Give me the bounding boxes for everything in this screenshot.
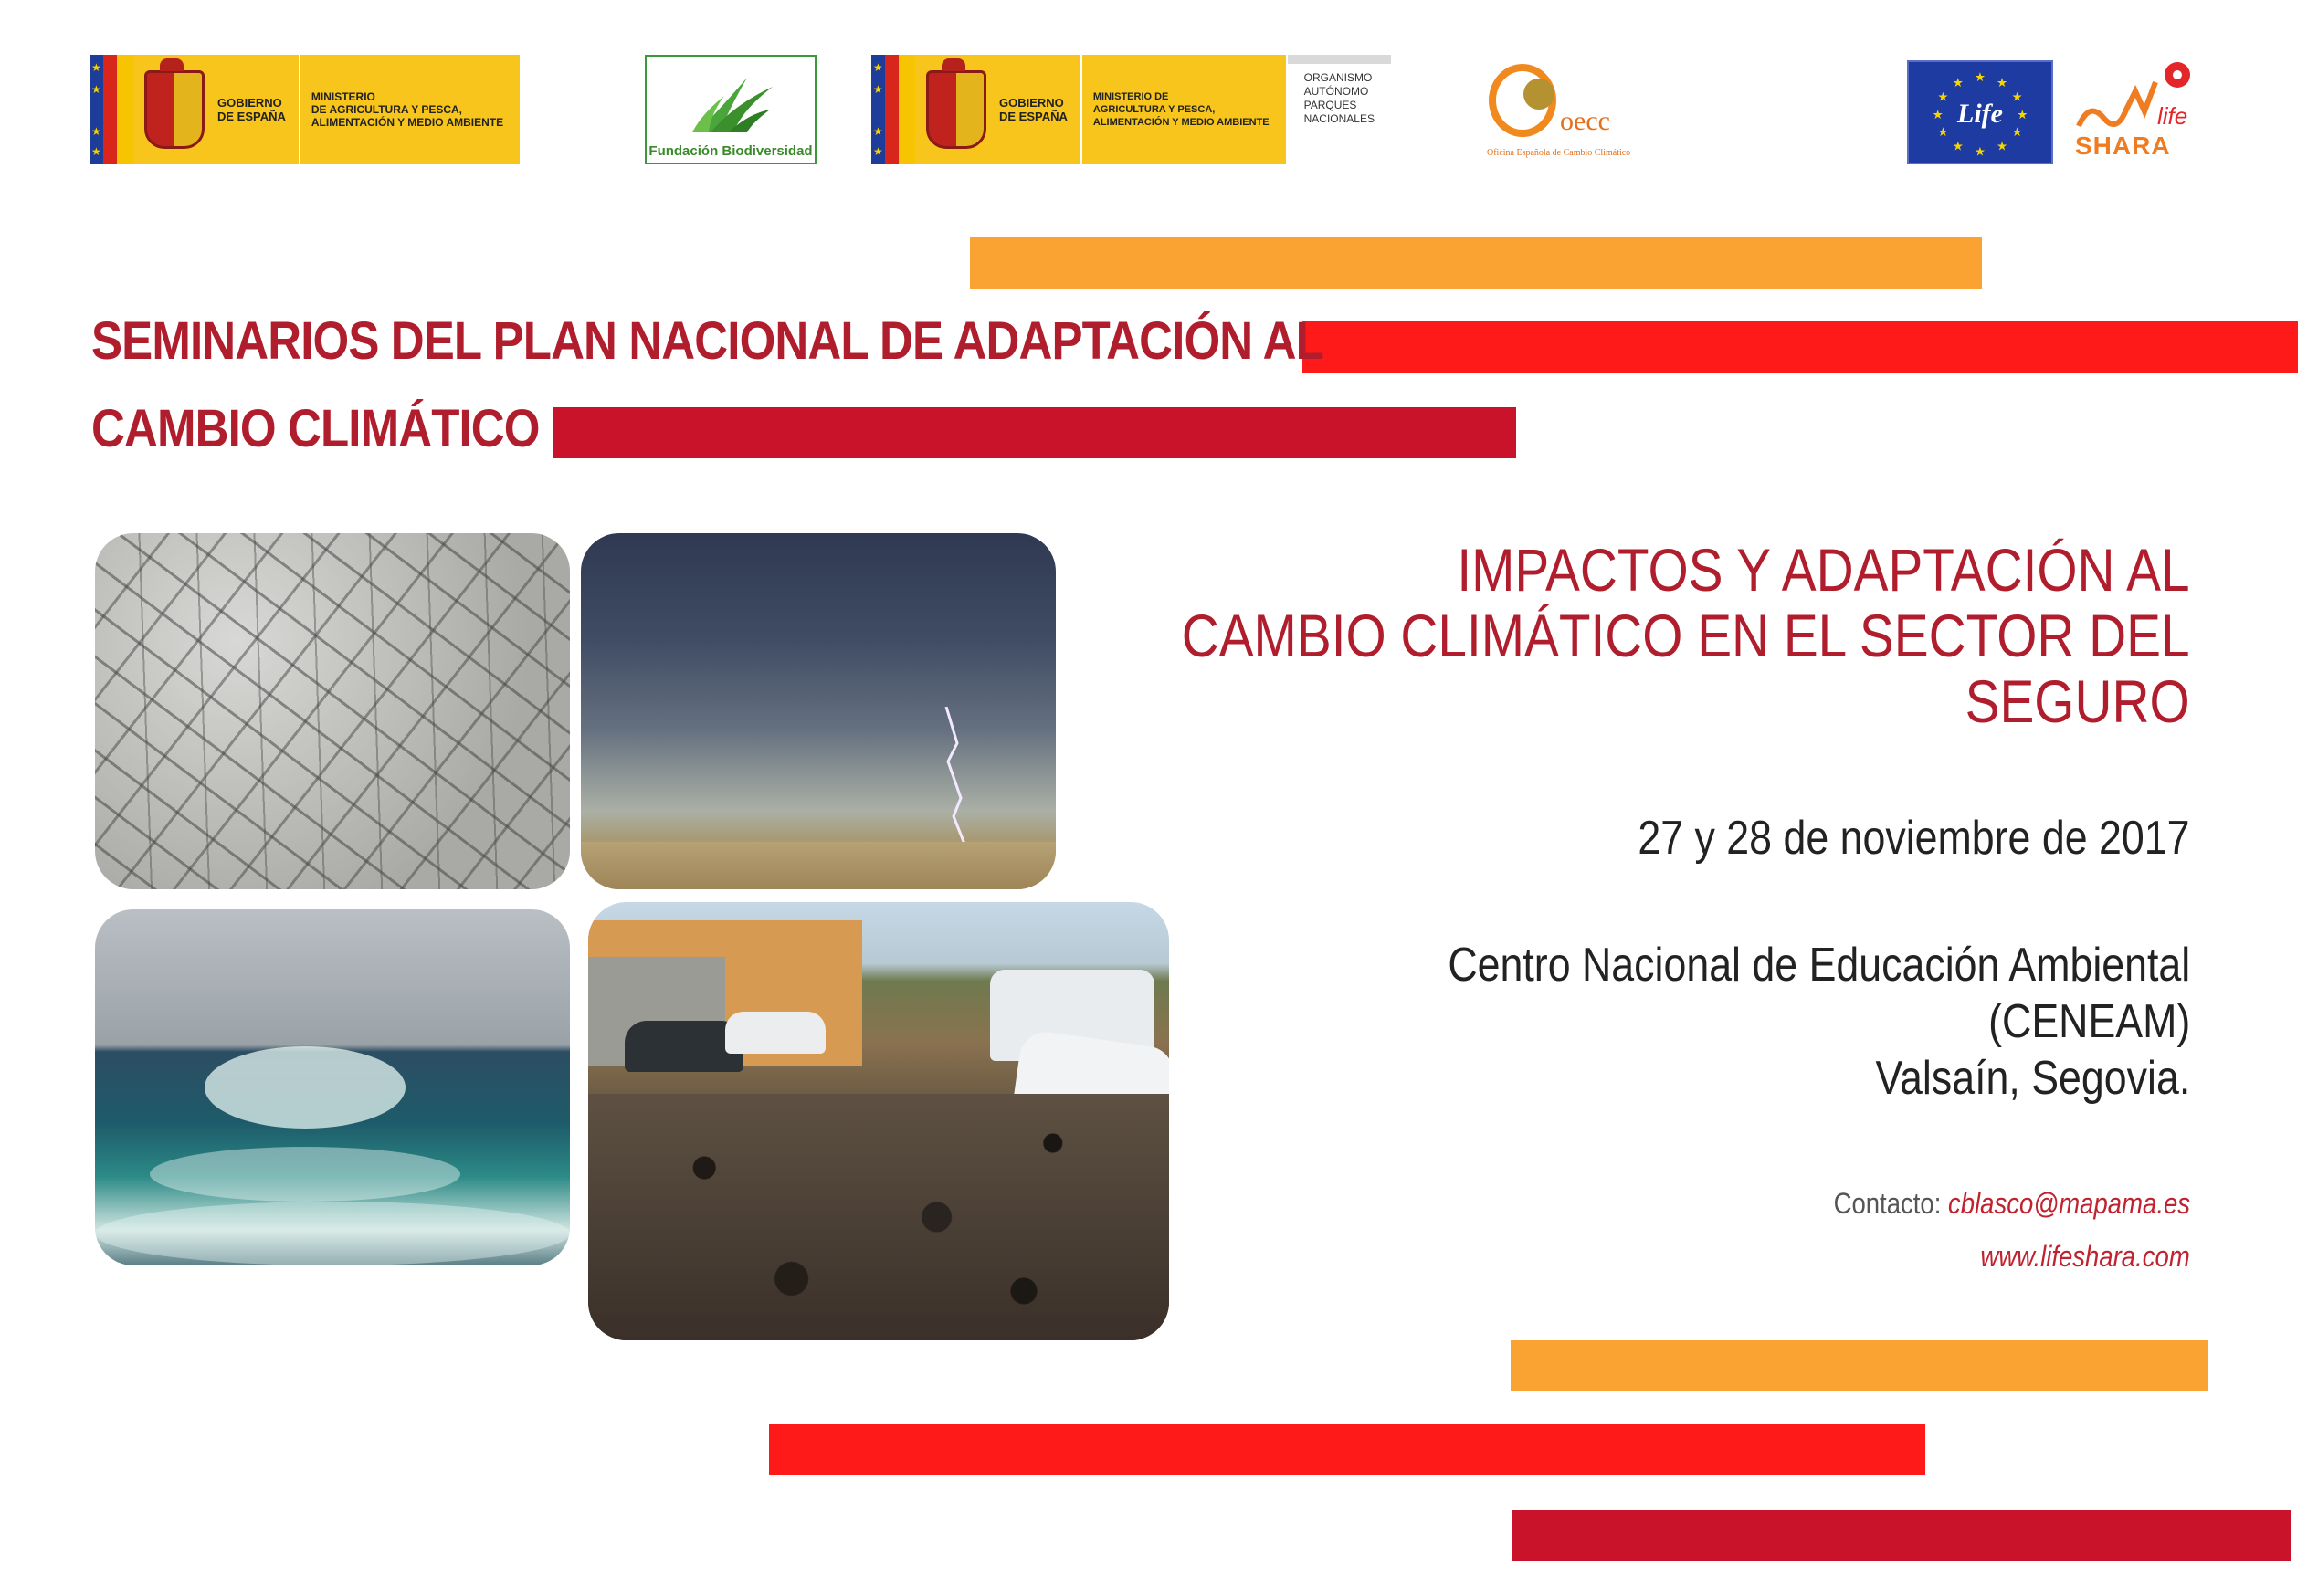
- shara-life-label: life: [2157, 102, 2188, 130]
- svg-text:★: ★: [1952, 139, 1964, 153]
- lightning-icon: [937, 707, 974, 844]
- event-venue: Centro Nacional de Educación Ambiental (CENEAM) Valsaín, Segovia.: [1448, 939, 2190, 1105]
- decor-bar-red-top: [1302, 321, 2298, 373]
- eu-life-logo: [1907, 60, 2053, 164]
- event-subtitle: IMPACTOS Y ADAPTACIÓN AL CAMBIO CLIMÁTICO EN EL SECTOR DEL SEGURO: [1182, 536, 2190, 735]
- spain-flag-icon: ★ ★ ★ ★: [871, 55, 915, 164]
- svg-text:★: ★: [1932, 107, 1944, 121]
- svg-text:★: ★: [1937, 125, 1949, 140]
- grass-icon: [692, 73, 774, 137]
- svg-text:★: ★: [2011, 89, 2023, 104]
- ministerio-label: MINISTERIO DE AGRICULTURA Y PESCA, ALIMENTACIÓN Y MEDIO AMBIENTE: [1092, 91, 1270, 128]
- cracked-earth-photo: [95, 533, 570, 889]
- flood-damage-photo: [588, 902, 1169, 1340]
- fundacion-biodiversidad-logo: [645, 55, 817, 164]
- fundacion-label: Fundación Biodiversidad: [648, 143, 813, 159]
- life-label: Life: [1957, 99, 2003, 129]
- svg-text:★: ★: [1974, 70, 1986, 85]
- event-date: 27 y 28 de noviembre de 2017: [1638, 812, 2190, 865]
- spain-flag-icon: ★ ★ ★ ★: [90, 55, 133, 164]
- website-link[interactable]: www.lifeshara.com: [1980, 1240, 2190, 1273]
- shara-label: SHARA: [2075, 131, 2171, 160]
- coat-of-arms-icon: [144, 70, 205, 149]
- ocean-wave-photo: [95, 909, 570, 1265]
- gobierno-logo-2: [871, 55, 1391, 164]
- contact-label: Contacto:: [1833, 1187, 1942, 1220]
- svg-text:★: ★: [2011, 125, 2023, 140]
- gobierno-label: GOBIERNO DE ESPAÑA: [217, 96, 286, 123]
- svg-text:★: ★: [1937, 89, 1949, 104]
- oecc-subtitle: Oficina Española de Cambio Climático: [1487, 148, 1631, 158]
- ministerio-label: MINISTERIO DE AGRICULTURA Y PESCA, ALIMENTACIÓN Y MEDIO AMBIENTE: [311, 90, 504, 129]
- oecc-name: oecc: [1560, 106, 1610, 136]
- page-title-line-1: SEMINARIOS DEL PLAN NACIONAL DE ADAPTACIÓN AL: [91, 311, 1323, 371]
- decor-bar-red-bottom: [769, 1424, 1925, 1475]
- parques-nacionales-label: ORGANISMO AUTÓNOMO PARQUES NACIONALES: [1288, 55, 1391, 155]
- contact-line: [1834, 1187, 2190, 1221]
- svg-text:★: ★: [1952, 76, 1964, 90]
- contact-email-link[interactable]: cblasco@mapama.es: [1947, 1187, 2190, 1220]
- decor-bar-orange-bottom: [1511, 1340, 2208, 1391]
- gobierno-label: GOBIERNO DE ESPAÑA: [999, 96, 1068, 123]
- life-shara-logo: [2071, 55, 2208, 169]
- svg-text:★: ★: [2017, 107, 2028, 121]
- decor-bar-crimson-top: [553, 407, 1516, 458]
- svg-text:★: ★: [1997, 76, 2008, 90]
- oecc-logo: [1487, 57, 1670, 166]
- decor-bar-crimson-bottom: [1512, 1510, 2291, 1561]
- coat-of-arms-icon: [926, 70, 986, 149]
- decor-bar-orange-top: [970, 237, 1982, 289]
- svg-text:★: ★: [1974, 144, 1986, 159]
- page-title-line-2: CAMBIO CLIMÁTICO: [91, 399, 540, 458]
- shara-swirl-icon: [2071, 55, 2208, 137]
- svg-text:★: ★: [1997, 139, 2008, 153]
- gobierno-logo-1: [90, 55, 522, 164]
- storm-photo: [581, 533, 1056, 889]
